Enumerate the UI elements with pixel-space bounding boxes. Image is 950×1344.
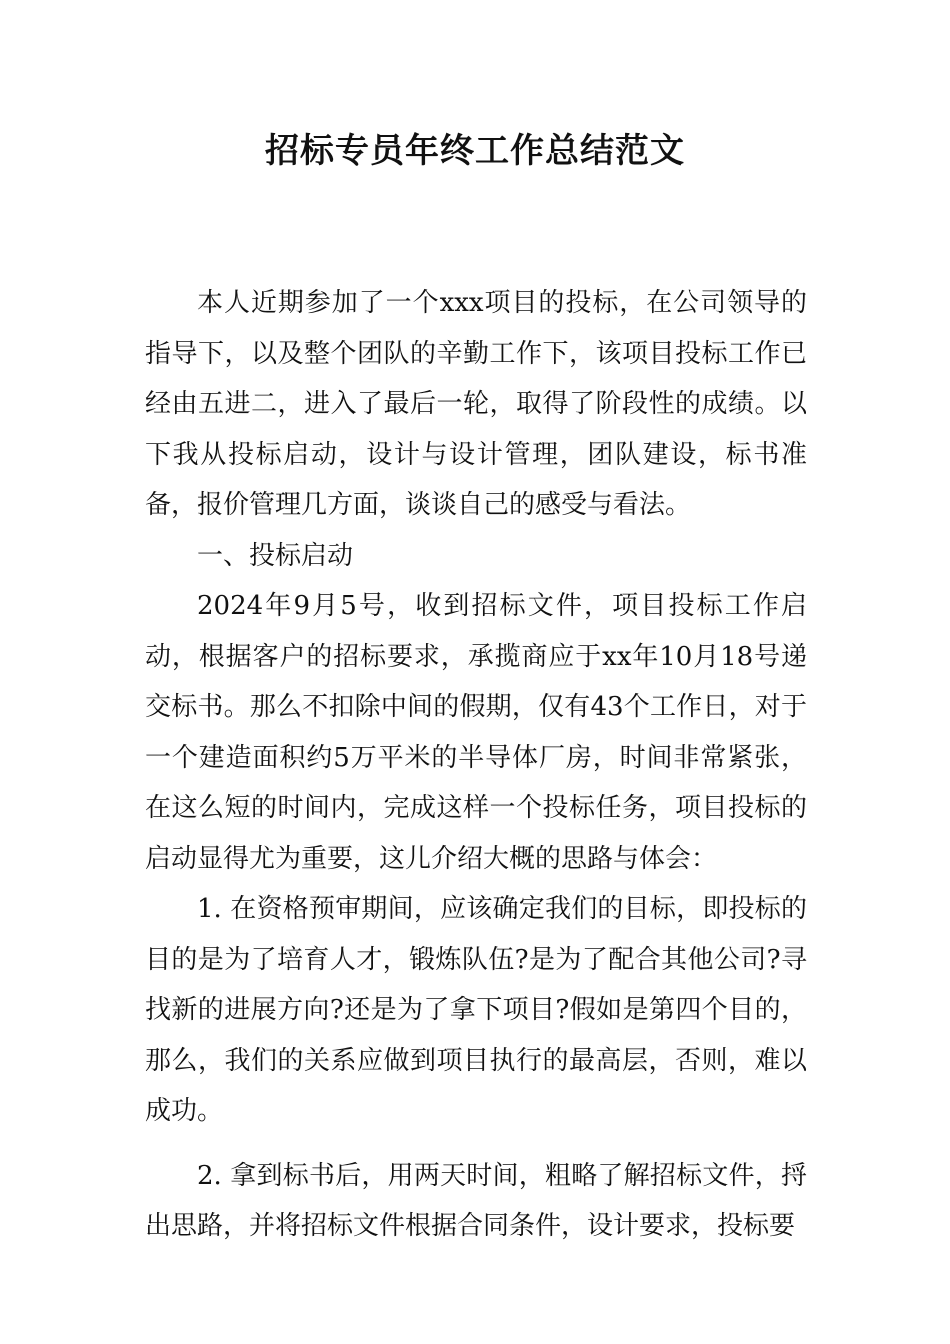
list-item-1: 1. 在资格预审期间，应该确定我们的目标，即投标的目的是为了培育人才，锻炼队伍?是为了配合其他公司?寻找新的进展方向?还是为了拿下项目?假如是第四个目的，那么，我们的关系应做到项目执行的最高层，否则，难以成功。 (145, 894, 807, 1126)
list-item-2: 2. 拿到标书后，用两天时间，粗略了解招标文件，捋出思路，并将招标文件根据合同条件，设计要求，投标要 (145, 1160, 807, 1241)
section-heading-bid-start: 一、投标启动 (197, 540, 354, 571)
paragraph-intro: 本人近期参加了一个xxx项目的投标，在公司领导的指导下，以及整个团队的辛勤工作下，该项目投标工作已经由五进二，进入了最后一轮，取得了阶段性的成绩。以下我从投标启动，设计与设计管理，团队建设，标书准备，报价管理几方面，谈谈自己的感受与看法。 (145, 288, 807, 520)
paragraph-bid-start: 2024年9月5号，收到招标文件，项目投标工作启动，根据客户的招标要求，承揽商应于xx年10月18号递交标书。那么不扣除中间的假期，仅有43个工作日，对于一个建造面积约5万平米的半导体厂房，时间非常紧张，在这么短的时间内，完成这样一个投标任务，项目投标的启动显得尤为重要，这儿介绍大概的思路与体会： (145, 591, 807, 874)
document-title: 招标专员年终工作总结范文 (265, 131, 685, 171)
document-body (145, 278, 807, 1252)
